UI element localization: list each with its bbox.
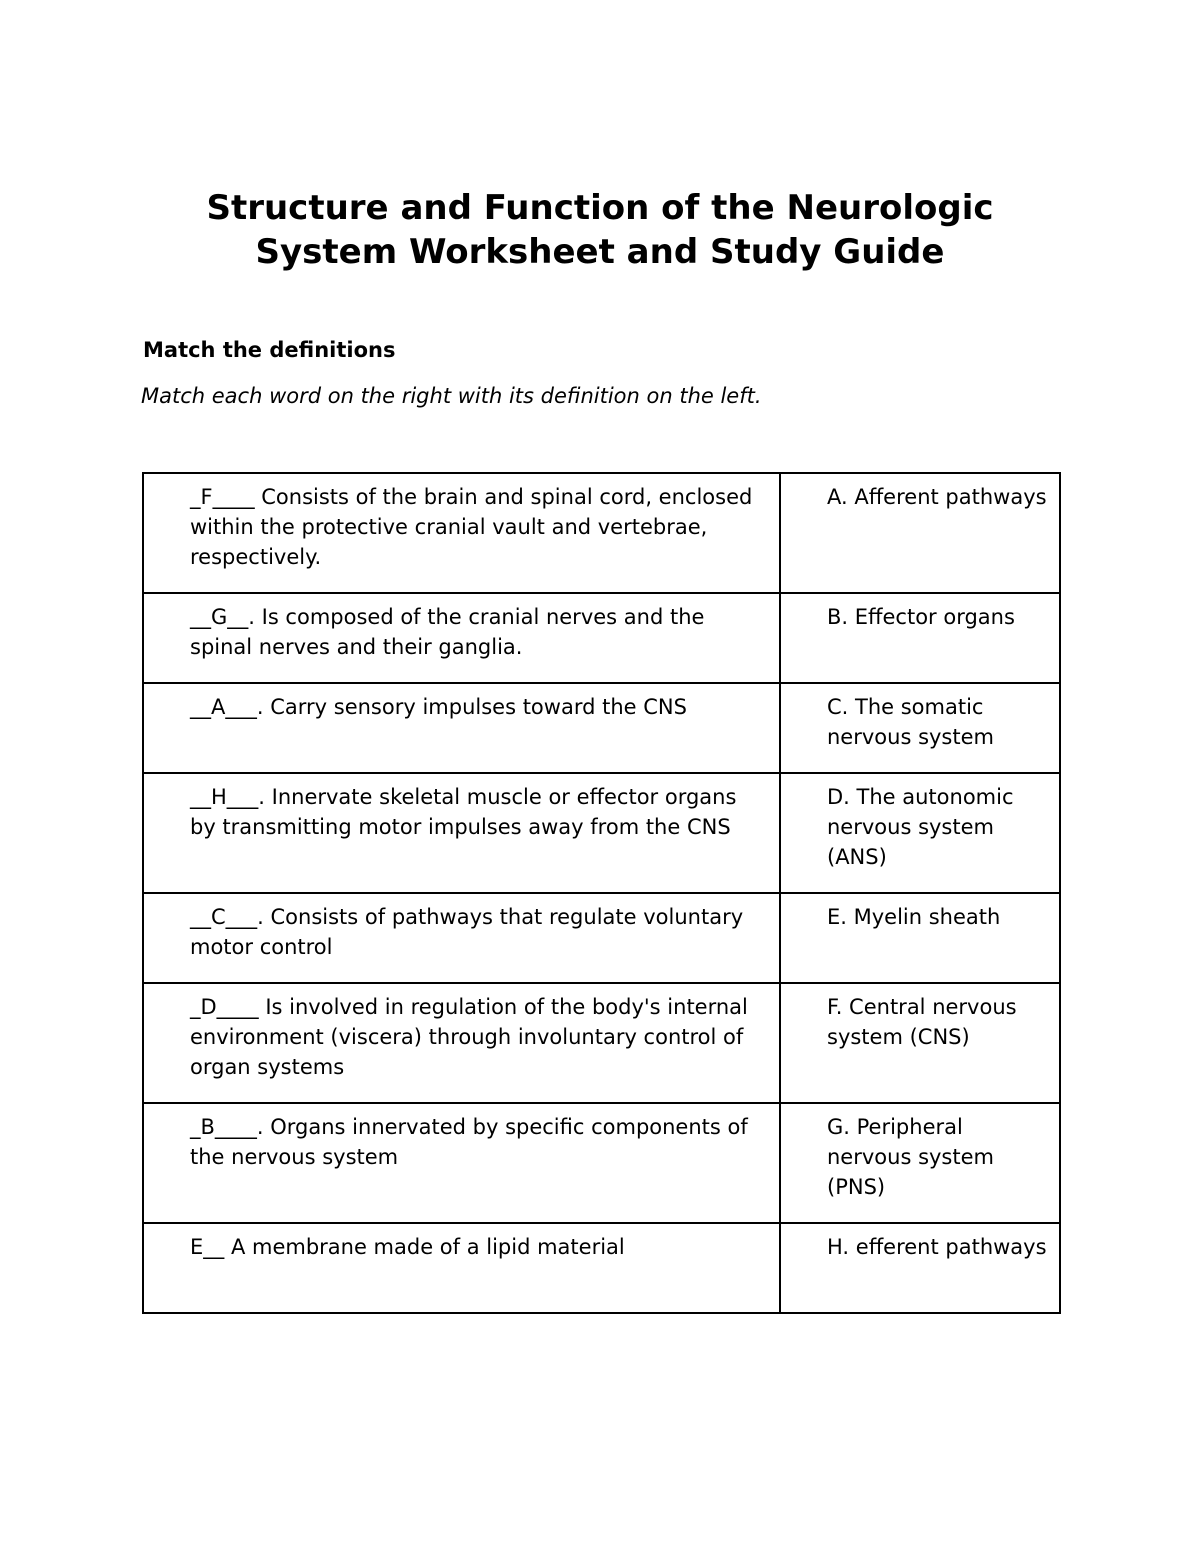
table-row [143,1223,1060,1313]
title-line-2: System Worksheet and Study Guide [255,232,945,272]
table-row [143,683,1060,773]
page-title [100,186,1100,274]
definition-cell: __G__. Is composed of the cranial nerves and the spinal nerves and their ganglia. [143,593,780,683]
term-cell: G. Peripheral nervous system (PNS) [780,1103,1060,1223]
title-line-1: Structure and Function of the Neurologic [206,188,994,228]
term-cell: E. Myelin sheath [780,893,1060,983]
instructions-text: Match each word on the right with its definition on the left. [141,384,762,408]
matching-table [142,472,1061,1314]
definition-cell: E__ A membrane made of a lipid material [143,1223,780,1313]
term-cell: D. The autonomic nervous system (ANS) [780,773,1060,893]
table-row [143,593,1060,683]
definition-cell: _B____. Organs innervated by specific components of the nervous system [143,1103,780,1223]
definition-cell: __A___. Carry sensory impulses toward the CNS [143,683,780,773]
table-row [143,1103,1060,1223]
table-row [143,983,1060,1103]
definition-cell: _F____ Consists of the brain and spinal cord, enclosed within the protective cranial vault and vertebrae, respectively. [143,473,780,593]
definition-cell: __H___. Innervate skeletal muscle or effector organs by transmitting motor impulses away from the CNS [143,773,780,893]
table-row [143,473,1060,593]
term-cell: A. Afferent pathways [780,473,1060,593]
term-cell: H. efferent pathways [780,1223,1060,1313]
term-cell: C. The somatic nervous system [780,683,1060,773]
table-row [143,773,1060,893]
definition-cell: _D____ Is involved in regulation of the body's internal environment (viscera) through involuntary control of organ systems [143,983,780,1103]
table-row [143,893,1060,983]
definition-cell: __C___. Consists of pathways that regulate voluntary motor control [143,893,780,983]
section-heading: Match the definitions [143,338,396,362]
term-cell: B. Effector organs [780,593,1060,683]
term-cell: F. Central nervous system (CNS) [780,983,1060,1103]
